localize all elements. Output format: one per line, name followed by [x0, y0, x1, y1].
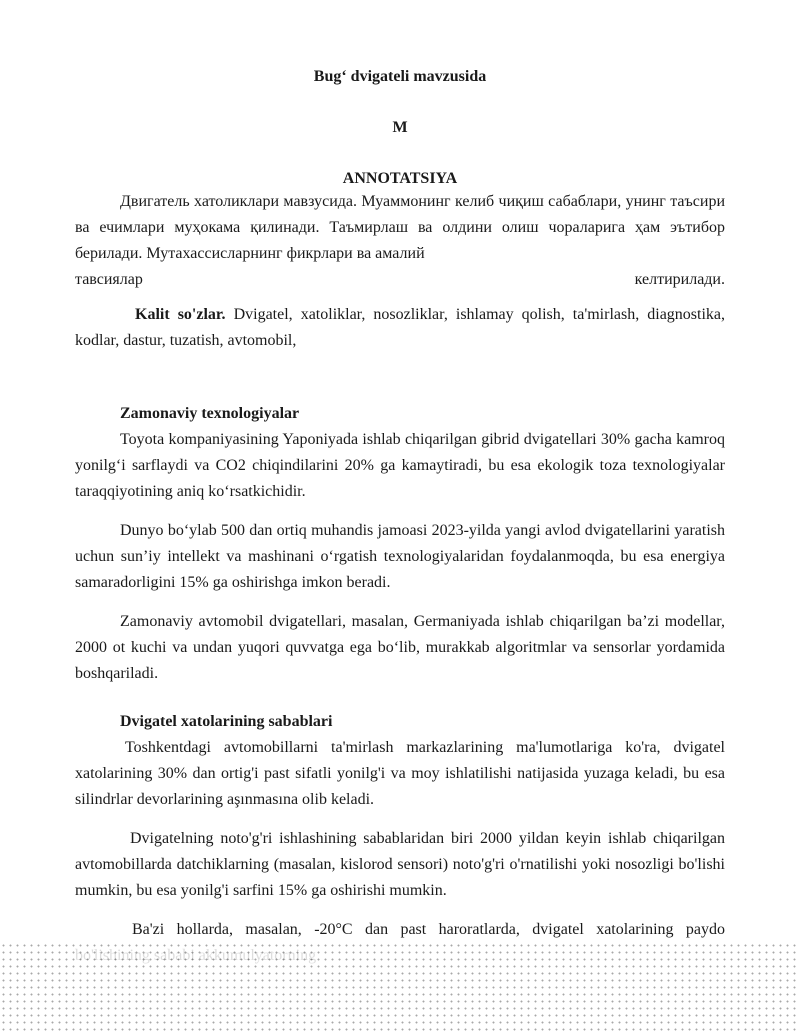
- section2-paragraph-2: Dvigatelning noto'g'ri ishlashining sabablaridan biri 2000 yildan keyin ishlab chiqarilgan avtomobillarda datchiklarning (masalan, kislorod sensori) noto'g'ri o'rnatilishi yoki nosozligi bo'lishi mumkin, bu esa yonilg'i sarfini 15% ga oshirishi mumkin.: [75, 830, 725, 899]
- annotation-last-line: [75, 267, 725, 293]
- section-engine-error-causes: [75, 709, 725, 969]
- annotation-text: Двигатель хатоликлари мавзусида. Муаммонинг келиб чиқиш сабаблари, унинг таъсири ва ечимлари муҳокама қилинади. Таъмирлаш ва олдини олиш чораларига ҳам эътибор берилади. Мутахассисларнинг фикрлари ва амалий: [75, 193, 725, 262]
- annotation-last-right: келтирилади.: [634, 271, 725, 288]
- keywords-block: [75, 302, 725, 354]
- document-letter: M: [392, 119, 408, 136]
- document-title: Bug‘ dvigateli mavzusida: [313, 68, 487, 85]
- dotted-blur-overlay: [0, 942, 800, 1035]
- keywords-label: Kalit so'zlar.: [135, 306, 226, 323]
- section2-paragraph-3: Ba'zi hollarda, masalan, -20°C dan past haroratlarda, dvigatel xatolarining paydo: [132, 921, 725, 938]
- section2-heading: Dvigatel xatolarining sabablari: [120, 713, 333, 730]
- section1-paragraph-1: Toyota kompaniyasining Yaponiyada ishlab chiqarilgan gibrid dvigatellari 30% gacha kamroq yonilg‘i sarflaydi va CO2 chiqindilarini 20% ga kamaytiradi, bu esa ekologik toza texnologiyalar taraqqiyotining aniq ko‘rsatkichidir.: [75, 431, 725, 500]
- annotation-body: [75, 189, 725, 293]
- section1-heading: Zamonaviy texnologiyalar: [120, 405, 300, 422]
- keywords-text: Dvigatel, xatoliklar, nosozliklar, ishlamay qolish, ta'mirlash, diagnostika, kodlar, dastur, tuzatish, avtomobil,: [75, 306, 726, 349]
- keywords-paragraph: [75, 302, 725, 354]
- annotation-last-left: тавсиялар: [75, 271, 143, 288]
- section-modern-technologies: [75, 401, 725, 687]
- annotation-heading: ANNOTATSIYA: [342, 170, 458, 187]
- section1-paragraph-2: Dunyo bo‘ylab 500 dan ortiq muhandis jamoasi 2023-yilda yangi avlod dvigatellarini yaratish uchun sun’iy intellekt va mashinani o‘rgatish texnologiyalaridan foydalanmoqda, bu esa energiya samaradorligini 15% ga oshirishga imkon beradi.: [75, 522, 725, 591]
- section2-paragraph-1: Toshkentdagi avtomobillarni ta'mirlash markazlarining ma'lumotlariga ko'ra, dvigatel xatolarining 30% dan ortig'i past sifatli yonilg'i va moy ishlatilishi natijasida yuzaga keladi, bu esa silindrlar devorlarining aşınmasına olib keladi.: [75, 739, 725, 808]
- section1-paragraph-3: Zamonaviy avtomobil dvigatellari, masalan, Germaniyada ishlab chiqarilgan ba’zi modellar, 2000 ot kuchi va undan yuqori quvvatga ega bo‘lib, murakkab algoritmlar va sensorlar yordamida boshqariladi.: [75, 613, 725, 682]
